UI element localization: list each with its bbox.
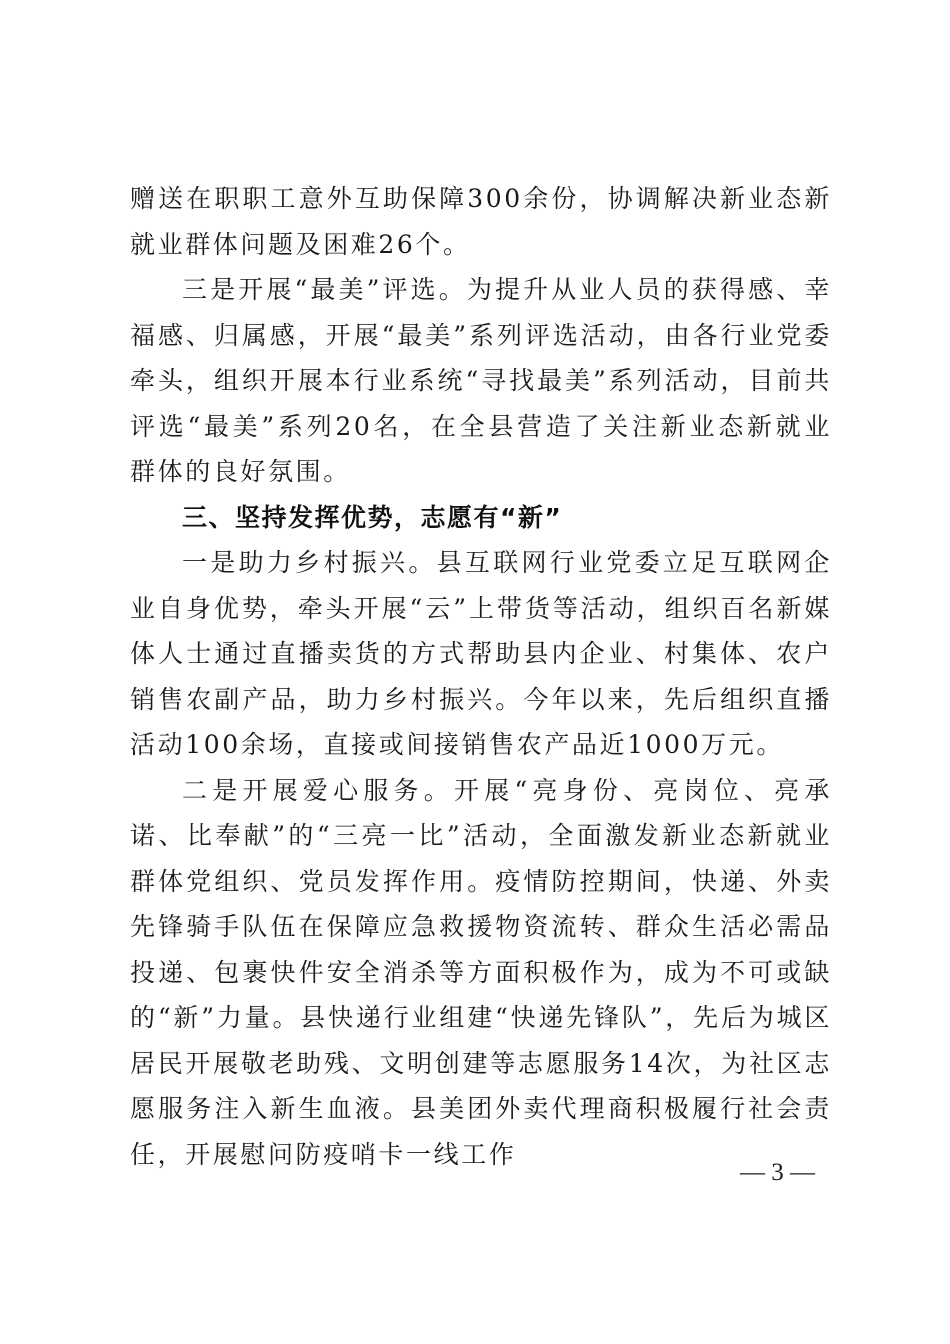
page-number: — 3 — <box>740 1159 815 1186</box>
paragraph-volunteer-service: 二是开展爱心服务。开展“亮身份、亮岗位、亮承诺、比奉献”的“三亮一比”活动，全面激发新业态新就业群体党组织、党员发挥作用。疫情防控期间，快递、外卖先锋骑手队伍在保障应急救援物资流转、群众生活必需品投递、包裹快件安全消杀等方面积极作为，成为不可或缺的“新”力量。县快递行业组建“快递先锋队”，先后为城区居民开展敬老助残、文明创建等志愿服务14次，为社区志愿服务注入新生血液。县美团外卖代理商积极履行社会责任，开展慰问防疫哨卡一线工作 <box>130 775 832 1169</box>
paragraph-continuation: 赠送在职职工意外互助保障300余份，协调解决新业态新就业群体问题及困难26个。 <box>130 184 832 259</box>
section-heading: 三、坚持发挥优势，志愿有“新” <box>182 502 563 532</box>
document-body <box>130 176 832 1177</box>
paragraph-rural-revitalization: 一是助力乡村振兴。县互联网行业党委立足互联网企业自身优势，牵头开展“云”上带货等活动，组织百名新媒体人士通过直播卖货的方式帮助县内企业、村集体、农户销售农副产品，助力乡村振兴。今年以来，先后组织直播活动100余场，直接或间接销售农产品近1000万元。 <box>130 548 832 759</box>
paragraph-best-selection: 三是开展“最美”评选。为提升从业人员的获得感、幸福感、归属感，开展“最美”系列评选活动，由各行业党委牵头，组织开展本行业系统“寻找最美”系列活动，目前共评选“最美”系列20名，在全县营造了关注新业态新就业群体的良好氛围。 <box>130 275 832 486</box>
